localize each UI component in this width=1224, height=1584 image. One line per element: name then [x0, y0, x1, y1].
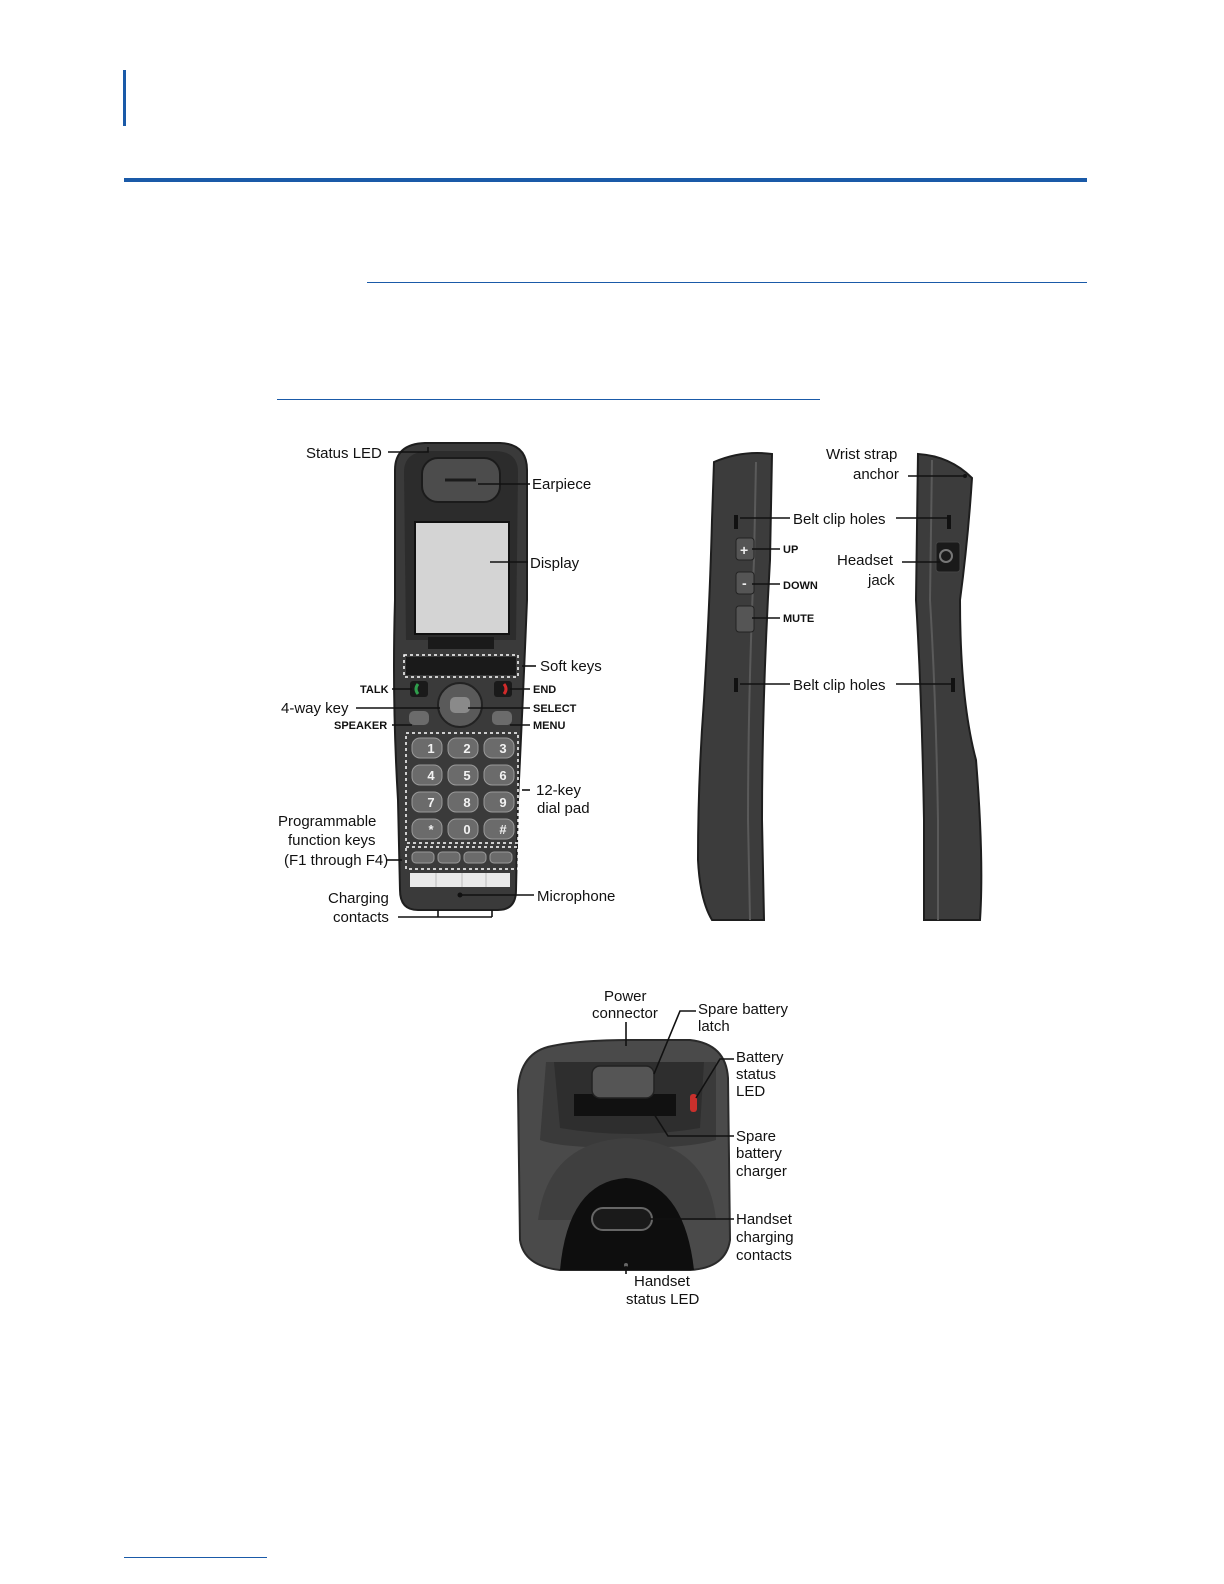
belt-clip-holes-label-top: Belt clip holes [793, 511, 886, 528]
menu-label: MENU [533, 720, 566, 732]
function-key-f1[interactable] [412, 852, 434, 863]
talk-key[interactable] [410, 681, 428, 697]
handset-front-figure [270, 430, 630, 930]
plus-glyph: + [740, 542, 749, 558]
belt-clip-holes-label-bottom: Belt clip holes [793, 677, 886, 694]
function-key-f4[interactable] [490, 852, 512, 863]
charger-figure [510, 980, 810, 1315]
handset-contacts-label-line1: Handset [736, 1211, 792, 1228]
handset-led-label-line1: Handset [634, 1273, 690, 1290]
dial-key-label: 0 [463, 822, 471, 837]
select-key[interactable] [450, 697, 470, 713]
spare-battery-latch-label-line2: latch [698, 1018, 730, 1035]
dial-key-label: 4 [427, 768, 435, 783]
wrist-strap-label-line1: Wrist strap [826, 446, 898, 463]
handset-contacts-label-line3: contacts [736, 1247, 792, 1264]
dial-key-label: 5 [463, 768, 471, 783]
mute-label: MUTE [783, 613, 815, 625]
select-label: SELECT [533, 703, 577, 715]
end-label: END [533, 684, 557, 696]
function-key-f3[interactable] [464, 852, 486, 863]
footer-rule [124, 1557, 267, 1558]
charging-contacts-label-line2: contacts [333, 909, 389, 926]
dial-key-label: 6 [499, 768, 507, 783]
battery-led-label-line3: LED [736, 1083, 766, 1100]
dial-key-label: 1 [427, 741, 435, 756]
charging-contacts-label-line1: Charging [328, 890, 389, 907]
figure-caption-rule [277, 399, 820, 400]
handset-side-figure [690, 440, 1000, 930]
programmable-keys-label-line3: (F1 through F4) [284, 852, 389, 869]
dial-key[interactable] [412, 819, 442, 839]
spare-battery-latch[interactable] [592, 1066, 654, 1098]
power-connector-label-line1: Power [604, 988, 647, 1005]
dial-pad-label-line1: 12-key [536, 782, 582, 799]
programmable-keys-label-line1: Programmable [278, 813, 377, 830]
headset-jack-label-line2: jack [868, 572, 895, 589]
earpiece-label: Earpiece [532, 476, 592, 493]
dial-pad-label-line2: dial pad [537, 800, 590, 817]
up-label: UP [783, 544, 799, 556]
dial-key-label: 9 [499, 795, 507, 810]
end-key[interactable] [494, 681, 512, 697]
handset-led-label-line2: status LED [626, 1291, 700, 1308]
display-screen [415, 522, 509, 634]
speaker-key[interactable] [409, 711, 429, 725]
battery-led-label-line1: Battery [736, 1049, 784, 1066]
wrist-strap-label-line2: anchor [853, 466, 899, 483]
spare-charger-label-line1: Spare [736, 1128, 777, 1145]
four-way-key-label: 4-way key [281, 700, 349, 717]
dial-key-label: 8 [463, 795, 471, 810]
dial-key-label: * [428, 822, 434, 837]
battery-led-label-line2: status [736, 1066, 777, 1083]
section-rule [367, 282, 1087, 283]
function-key-f2[interactable] [438, 852, 460, 863]
spare-charger-label-line3: charger [736, 1163, 787, 1180]
status-led-label: Status LED [306, 445, 382, 462]
spare-charger-label-line2: battery [736, 1145, 782, 1162]
display-label: Display [530, 555, 580, 572]
dial-key-label: 3 [499, 741, 507, 756]
menu-key[interactable] [492, 711, 512, 725]
spare-battery-latch-label-line1: Spare battery [698, 1001, 789, 1018]
mute-key[interactable] [736, 606, 754, 632]
headset-jack-label-line1: Headset [837, 552, 893, 569]
minus-glyph: - [742, 575, 747, 591]
handset-contacts-label-line2: charging [736, 1229, 794, 1246]
programmable-keys-label-line2: function keys [288, 832, 376, 849]
speaker-label: SPEAKER [334, 720, 388, 732]
soft-keys-label: Soft keys [540, 658, 602, 675]
dial-key-label: # [499, 822, 507, 837]
power-connector-label-line2: connector [592, 1005, 658, 1022]
dial-key-label: 2 [463, 741, 471, 756]
microphone-label: Microphone [537, 888, 616, 905]
handset-charging-contacts [592, 1208, 652, 1230]
chapter-marker [123, 70, 126, 126]
header-rule [124, 178, 1087, 182]
down-label: DOWN [783, 580, 818, 592]
dial-key-label: 7 [427, 795, 435, 810]
talk-label: TALK [360, 684, 389, 696]
